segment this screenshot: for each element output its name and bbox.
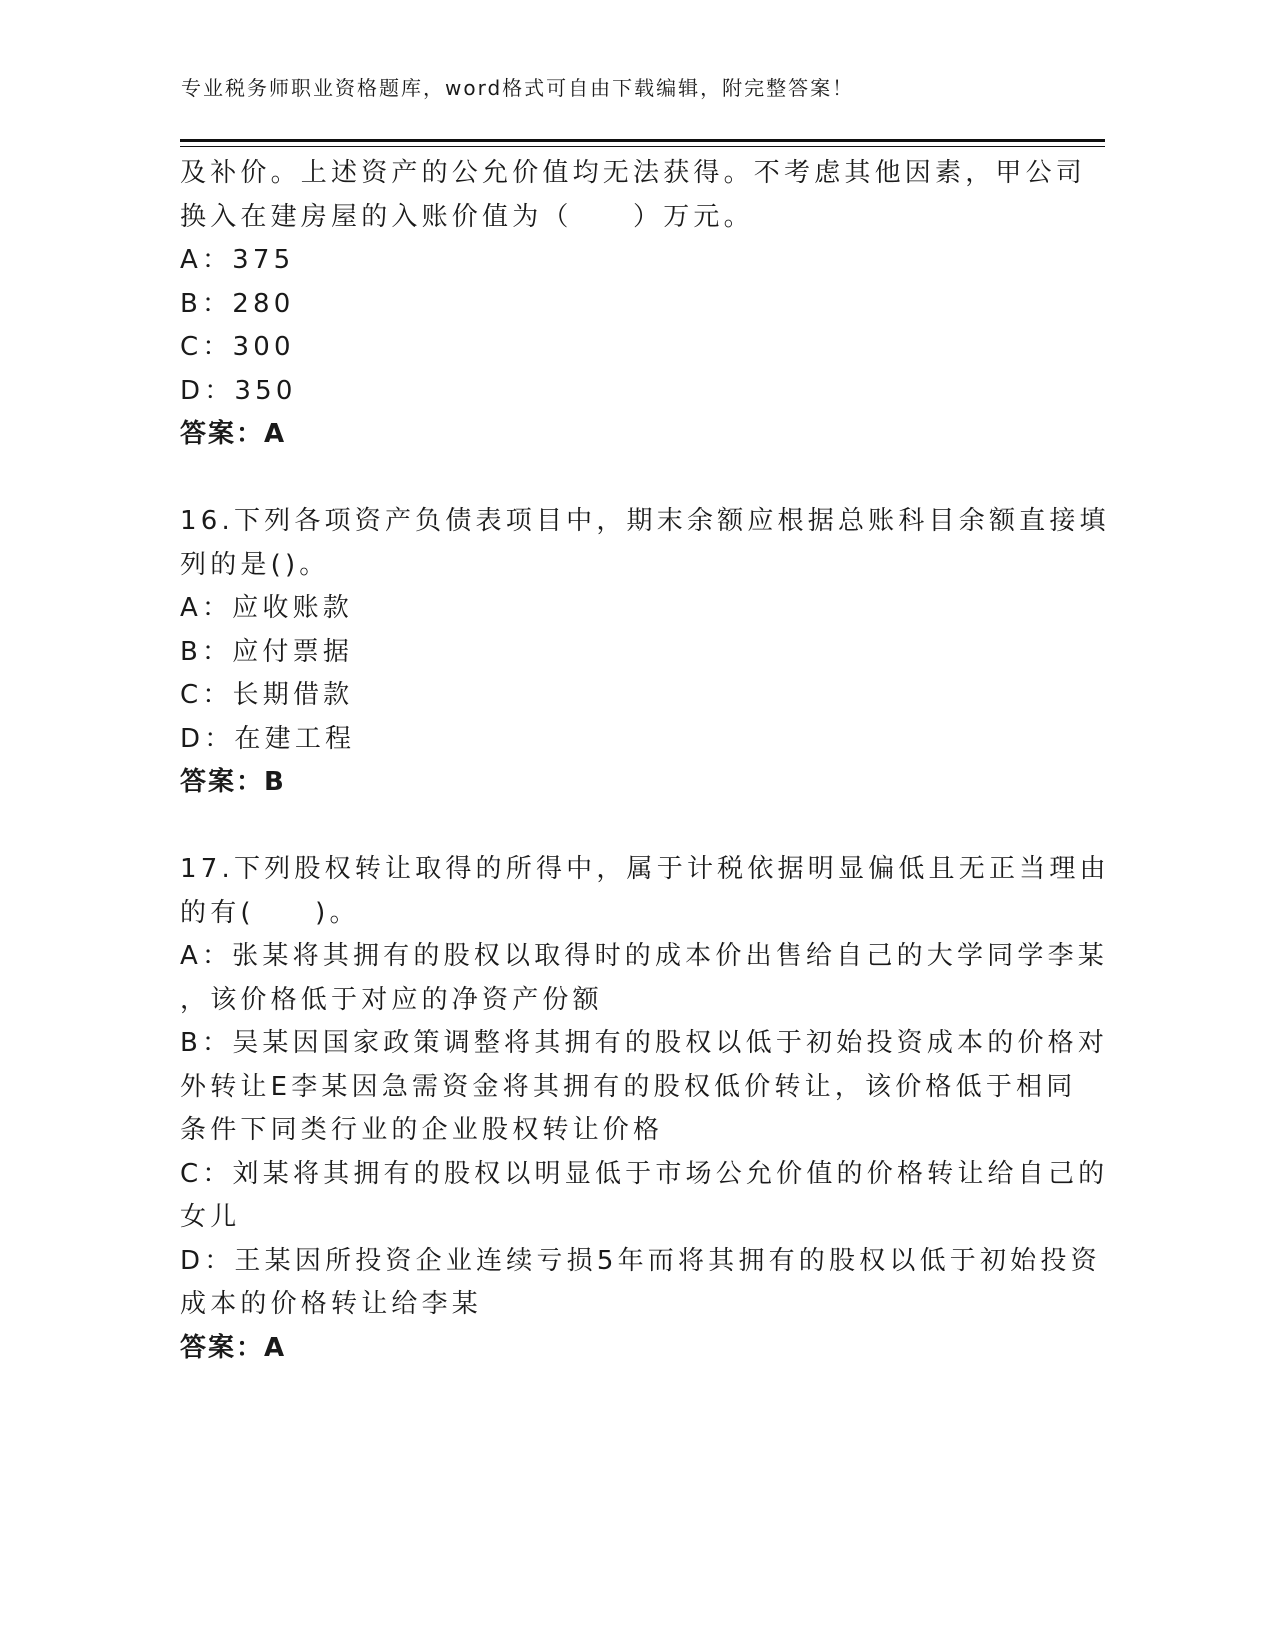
question-text-line: 16.下列各项资产负债表项目中，期末余额应根据总账科目余额直接填 — [180, 506, 1110, 536]
option-b-continued: 条件下同类行业的企业股权转让价格 — [180, 1115, 664, 1145]
option-b: B：280 — [180, 288, 295, 319]
option-a-continued: ，该价格低于对应的净资产份额 — [180, 984, 603, 1015]
question-15-continuation — [180, 152, 1087, 457]
option-a: A：375 — [180, 245, 295, 275]
option-b: B：吴某因国家政策调整将其拥有的股权以低于初始投资成本的价格对 — [180, 1028, 1109, 1058]
page-header: 专业税务师职业资格题库，word格式可自由下载编辑，附完整答案！ — [181, 76, 855, 100]
option-b-continued: 外转让E李某因急需资金将其拥有的股权低价转让，该价格低于相同 — [180, 1071, 1077, 1102]
option-d: D：王某因所投资企业连续亏损5年而将其拥有的股权以低于初始投资 — [180, 1245, 1101, 1276]
header-rule-thin — [180, 146, 1105, 147]
option-a: A：应收账款 — [180, 593, 353, 623]
answer-line: 答案：A — [180, 419, 287, 449]
option-c: C：刘某将其拥有的股权以明显低于市场公允价值的价格转让给自己的 — [180, 1158, 1109, 1189]
question-text-line: 换入在建房屋的入账价值为（ ）万元。 — [180, 201, 754, 232]
header-rule-thick — [180, 139, 1105, 142]
question-16 — [180, 500, 1110, 805]
question-text-line: 的有( )。 — [180, 897, 360, 928]
question-text-line: 列的是()。 — [180, 549, 330, 580]
option-d: D：350 — [180, 375, 297, 406]
option-b: B：应付票据 — [180, 636, 354, 667]
option-c-continued: 女儿 — [180, 1202, 241, 1232]
question-text-line: 17.下列股权转让取得的所得中，属于计税依据明显偏低且无正当理由 — [180, 854, 1110, 884]
option-c: C：长期借款 — [180, 680, 354, 710]
answer-line: 答案：A — [180, 1332, 287, 1363]
document-body — [180, 152, 1110, 1370]
question-17 — [180, 848, 1110, 1370]
option-d-continued: 成本的价格转让给李某 — [180, 1289, 483, 1319]
option-d: D：在建工程 — [180, 723, 356, 754]
answer-line: 答案：B — [180, 767, 286, 797]
option-c: C：300 — [180, 332, 295, 362]
option-a: A：张某将其拥有的股权以取得时的成本价出售给自己的大学同学李某 — [180, 941, 1108, 971]
question-text-line: 及补价。上述资产的公允价值均无法获得。不考虑其他因素，甲公司 — [180, 158, 1087, 188]
